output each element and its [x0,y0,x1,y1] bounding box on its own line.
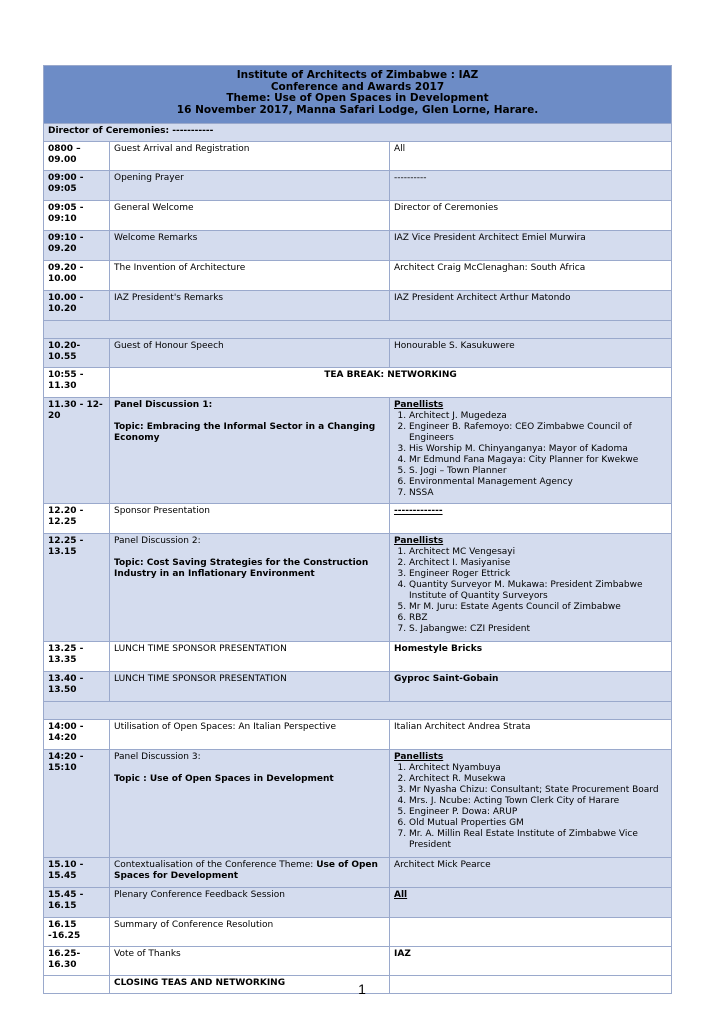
table-row: 10.20-10.55 Guest of Honour Speech Honourable S. Kasukuwere [44,339,672,368]
table-row: 13.25 - 13.35 LUNCH TIME SPONSOR PRESENTATION Homestyle Bricks [44,642,672,672]
conference-program-table [43,65,672,994]
table-row: 14:00 - 14:20 Utilisation of Open Spaces: An Italian Perspective Italian Architect Andrea Strata [44,720,672,750]
list-item: 2. Architect I. Masiyanise [409,558,667,569]
panellists-heading: Panellists [394,536,444,546]
panellists-heading: Panellists [394,400,444,410]
program-header [44,66,672,124]
page-number: 1 [358,981,366,997]
list-item: 2. Engineer B. Rafemoyo: CEO Zimbabwe Council of Engineers [409,422,667,444]
list-item: 4. Quantity Surveyor M. Mukawa: President Zimbabwe Institute of Quantity Surveyors [409,580,667,602]
panellists-heading: Panellists [394,752,444,762]
table-row: 14:20 - 15:10 Panel Discussion 3: Topic : Use of Open Spaces in Development Panellists 1. Architect Nyambuya 2. Architect R. Musekwa 3. Mr Nyasha Chizu: Consultant; State Procurement Board 4. Mrs. J. Ncube: Acting Town Clerk City of Harare 5. Engineer P. Dowa: ARUP 6. Old Mutual Properties GM 7. Mr. A. Millin Real Estate Institute of Zimbabwe Vice President [44,750,672,858]
table-row: 09:05 - 09:10 General Welcome Director of Ceremonies [44,201,672,231]
panellists-list [394,411,667,499]
list-item: 2. Architect R. Musekwa [409,774,667,785]
table-row: 12.20 - 12.25 Sponsor Presentation ------------- [44,504,672,534]
list-item: 7. NSSA [409,488,667,499]
list-item: 6. Old Mutual Properties GM [409,818,667,829]
header-line-3: Theme: Use of Open Spaces in Development [226,92,489,104]
panel-topic: Topic : Use of Open Spaces in Development [114,774,334,784]
table-row: 15.10 - 15.45 Contextualisation of the Conference Theme: Use of Open Spaces for Development Architect Mick Pearce [44,858,672,888]
list-item: 1. Architect J. Mugedeza [409,411,667,422]
table-row: 13.40 - 13.50 LUNCH TIME SPONSOR PRESENTATION Gyproc Saint-Gobain [44,672,672,702]
spacer-row [44,702,672,720]
panellists-list [394,763,667,851]
list-item: 5. Mr M. Juru: Estate Agents Council of Zimbabwe [409,602,667,613]
header-line-2: Conference and Awards 2017 [270,80,445,93]
table-row: 10:55 - 11.30 TEA BREAK: NETWORKING [44,368,672,398]
table-row: 16.15 -16.25 Summary of Conference Resolution [44,918,672,947]
panel-topic: Topic: Cost Saving Strategies for the Construction Industry in an Inflationary Environment [114,558,369,579]
panellists-list [394,547,667,635]
table-row: 12.25 - 13.15 Panel Discussion 2: Topic: Cost Saving Strategies for the Construction Industry in an Inflationary Environment Panellists 1. Architect MC Vengesayi 2. Architect I. Masiyanise 3. Engineer Roger Ettrick 4. Quantity Surveyor M. Mukawa: President Zimbabwe Institute of Quantity Surveyors 5. Mr M. Juru: Estate Agents Council of Zimbabwe 6. RBZ 7. S. Jabangwe: CZI President [44,534,672,642]
table-row: 09:00 - 09:05 Opening Prayer ---------- [44,171,672,201]
spacer-row [44,321,672,339]
table-row: 15.45 - 16.15 Plenary Conference Feedback Session All [44,888,672,918]
panel-title: Panel Discussion 3: [114,752,201,762]
list-item: 3. Engineer Roger Ettrick [409,569,667,580]
table-row: 16.25-16.30 Vote of Thanks IAZ [44,947,672,976]
table-row: 09:10 - 09.20 Welcome Remarks IAZ Vice President Architect Emiel Murwira [44,231,672,261]
table-row: 09.20 - 10.00 The Invention of Architecture Architect Craig McClenaghan: South Africa [44,261,672,291]
list-item: 5. Engineer P. Dowa: ARUP [409,807,667,818]
table-row: CLOSING TEAS AND NETWORKING [44,976,672,994]
panel-title: Panel Discussion 1: [114,400,213,410]
list-item: 6. RBZ [409,613,667,624]
header-line-4: 16 November 2017, Manna Safari Lodge, Glen Lorne, Harare. [176,103,539,116]
panel-topic: Topic: Embracing the Informal Sector in a Changing Economy [114,422,376,443]
list-item: 3. His Worship M. Chinyanganya: Mayor of Kadoma [409,444,667,455]
list-item: 1. Architect Nyambuya [409,763,667,774]
tea-break: TEA BREAK: NETWORKING [110,368,672,398]
list-item: 4. Mrs. J. Ncube: Acting Town Clerk City of Harare [409,796,667,807]
table-row: 11.30 - 12-20 Panel Discussion 1: Topic: Embracing the Informal Sector in a Changing Economy Panellists 1. Architect J. Mugedeza 2. Engineer B. Rafemoyo: CEO Zimbabwe Council of Engineers 3. His Worship M. Chinyanganya: Mayor of Kadoma 4. Mr Edmund Fana Magaya: City Planner for Kwekwe 5. S. Jogi – Town Planner 6. Environmental Management Agency 7. NSSA [44,398,672,504]
panel-title: Panel Discussion 2: [114,536,201,546]
header-line-1: Institute of Architects of Zimbabwe : IAZ [236,69,479,81]
list-item: 6. Environmental Management Agency [409,477,667,488]
list-item: 7. Mr. A. Millin Real Estate Institute of Zimbabwe Vice President [409,829,667,851]
list-item: 3. Mr Nyasha Chizu: Consultant; State Procurement Board [409,785,667,796]
list-item: 4. Mr Edmund Fana Magaya: City Planner for Kwekwe [409,455,667,466]
table-row: 0800 – 09.00 Guest Arrival and Registration All [44,142,672,171]
list-item: 7. S. Jabangwe: CZI President [409,624,667,635]
table-row: 10.00 - 10.20 IAZ President's Remarks IAZ President Architect Arthur Matondo [44,291,672,321]
director-of-ceremonies: Director of Ceremonies: ----------- [44,124,672,142]
list-item: 5. S. Jogi – Town Planner [409,466,667,477]
list-item: 1. Architect MC Vengesayi [409,547,667,558]
